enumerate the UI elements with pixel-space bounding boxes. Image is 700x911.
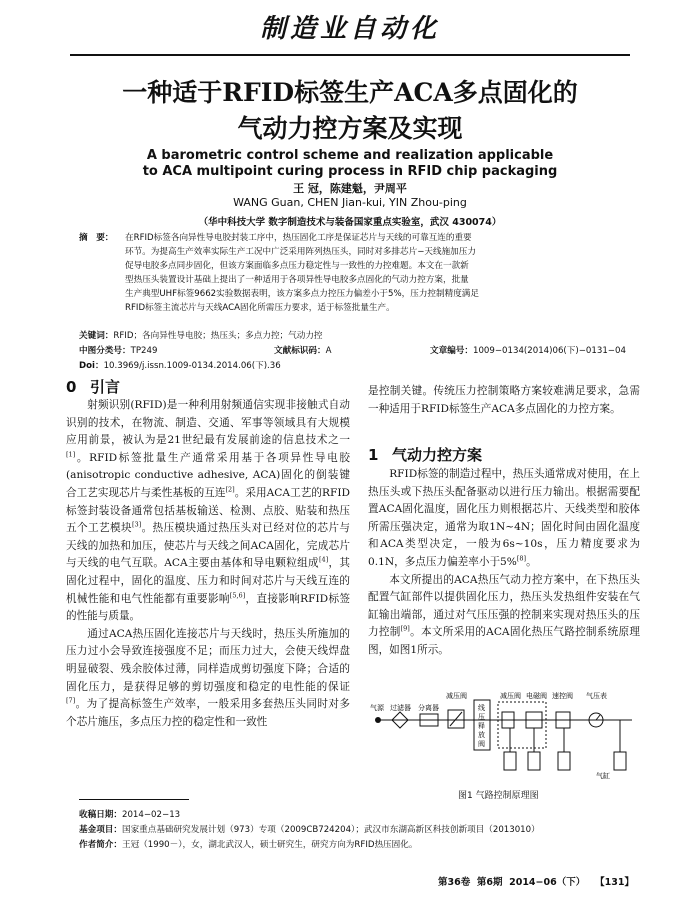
paragraph-text: ，其固化过程中，固化的温度、压力和时间对芯片与天线互连的机械性能和电气性能都有重要影响: [66, 557, 351, 605]
doc-code-label: 文献标识码：: [274, 346, 326, 356]
citation: [2]: [225, 485, 235, 494]
title-cn-line-1: 一种适于RFID标签生产ACA多点固化的: [122, 78, 578, 107]
label-cylinder: 气缸: [596, 772, 610, 780]
title-cn-line-2: 气动力控方案及实现: [237, 114, 463, 143]
keywords: [79, 329, 323, 341]
page-info: [438, 874, 634, 888]
paragraph-text: 。采用ACA工艺的RFID标签封装设备通常包括基板输送、检测、点胶、贴装和热压五个工艺模块: [66, 486, 351, 535]
fund-label: 基金项目：: [79, 825, 122, 835]
abstract-line: 环节。为提高生产效率实际生产工况中广泛采用阵列热压头，同时对多排芯片−天线施加压力: [125, 247, 476, 257]
citation: [9]: [400, 624, 410, 633]
label-relief: 阀: [478, 740, 485, 748]
article-no-label: 文章编号：: [430, 346, 473, 356]
reducer-1-arrow: [450, 712, 462, 726]
authors-en: WANG Guan, CHEN Jian-kui, YIN Zhou-ping: [233, 196, 467, 209]
gauge-needle: [596, 715, 600, 720]
label-reducer-1: 减压阀: [446, 692, 467, 700]
footnote-fund: [79, 823, 639, 838]
label-solenoid: 电磁阀: [526, 692, 547, 700]
doc-code: [274, 344, 331, 356]
section-1-paragraph-2: [368, 572, 640, 660]
paragraph-text: 通过ACA热压固化连接芯片与天线时，热压头所施加的压力过小会导致连接强度不足；而压力过大，会使天线焊盘明显破裂、残余胶体过薄，同样造成剪切强度下降；合适的固化压力，是获得足够的剪切强度和稳定的电性能的保证: [66, 627, 350, 693]
label-source: 气源: [370, 704, 384, 712]
label-gauge: 气压表: [586, 692, 607, 700]
classification-label: 中图分类号：: [79, 346, 131, 356]
citation: [5,6]: [229, 591, 246, 599]
right-intro-text: 是控制关键。传统压力控制策略方案较难满足要求，急需一种适用于RFID标签生产ACA多点固化的力控方案。: [368, 385, 640, 415]
title-en-line-2: to ACA multipoint curing process in RFID chip packaging: [142, 164, 558, 179]
header-rule: [70, 54, 630, 56]
control-box-icon: [498, 702, 546, 748]
left-column: [66, 397, 350, 731]
abstract-line: 在RFID标签各向异性导电胶封装工序中，热压固化工序是保证芯片与天线的可靠互连的重要: [125, 233, 472, 243]
label-relief: 压: [478, 713, 485, 721]
paragraph-text: RFID标签的制造过程中，热压头通常成对使用，在上热压头或下热压头配备驱动以进行压力输出。根据需要配置ACA固化温度，固化压力则根据芯片、天线类型和胶体所需压强决定，通常为取1N~4N；固化时间由固化温度和ACA类型决定，一般为6s~10s，压力精度要求为0.1N，多点压力偏差率小于5%: [368, 468, 640, 568]
paragraph-text: 。本文所采用的ACA固化热压气路控制系统原理图，如图1所示。: [368, 626, 641, 656]
paragraph-text: 本文所提出的ACA热压气动力控方案中，在下热压头配置气缸部件以提供固化压力，热压头发热组件安装在气缸输出端部，通过对气压压强的控制来实现对热压头的压力控制: [368, 573, 640, 639]
footnote-received: [79, 808, 639, 823]
label-reducer-2: 减压阀: [500, 692, 521, 700]
doc-code-value: A: [325, 346, 332, 356]
figure-1-caption: 图1 气路控制原理图: [458, 791, 539, 801]
paragraph-text: 。为了提高标签生产效率，一般采用多套热压头同时对多个芯片施压，多点压力控的稳定性和一致性: [66, 698, 350, 728]
paragraph-text: ，直接影响RFID标签的性能与质量。: [66, 592, 350, 623]
label-relief: 放: [478, 731, 485, 739]
section-0-paragraph-1: [66, 397, 350, 626]
received-text: 2014−02−13: [121, 810, 181, 820]
section-0-number: 0: [66, 378, 77, 396]
cylinder-icon: [528, 752, 540, 770]
label-speed: 速控阀: [552, 692, 573, 700]
section-1-number: 1: [368, 446, 379, 464]
author-label: 作者简介：: [79, 840, 122, 850]
abstract-line: 促导电胶多点同步固化，但该方案面临多点压力稳定性与一致性的力控难题。本文在一款新: [125, 261, 469, 271]
doi-label: Doi：: [79, 361, 104, 371]
paragraph-text: 。RFID标签批量生产通常采用基于各项异性导电胶(anisotropic conductive adhesive, ACA)固化的倒装键合工艺实现芯片与柔性基板的互连: [66, 451, 350, 499]
label-manifold: 分离器: [418, 704, 439, 712]
footnote-rule: [79, 799, 189, 800]
fund-text: 国家重点基础研究发展计划（973）专项（2009CB724204）；武汉市东湖高新区科技创新项目（2013010）: [121, 825, 540, 835]
article-no-value: 1009−0134(2014)06(下)−0131−04: [472, 346, 626, 356]
authors-cn: 王 冠，陈建魁，尹周平: [293, 182, 407, 195]
volume: 第36卷: [437, 877, 471, 888]
citation: [4]: [318, 555, 329, 564]
paragraph-text: 。: [526, 555, 537, 568]
section-1-heading: [368, 444, 482, 465]
classification-value: TP249: [130, 346, 158, 356]
abstract-label: 摘 要：: [79, 233, 114, 243]
journal-name: 制造业自动化: [259, 14, 440, 44]
cylinder-icon: [504, 752, 516, 770]
doi: [79, 359, 281, 371]
article-no: [430, 344, 626, 356]
received-label: 收稿日期：: [79, 810, 122, 820]
section-0-heading: [66, 376, 120, 397]
citation: [1]: [66, 450, 76, 459]
keywords-text: RFID；各向异性导电胶；热压头；多点力控；气动力控: [113, 331, 323, 341]
abstract-line: 生产典型UHF标签9662实验数据表明，该方案多点力控压力偏差小于5%，压力控制精度满足: [125, 289, 479, 299]
section-0-title: 引言: [90, 378, 121, 396]
abstract-line: RFID标签主流芯片与天线ACA固化所需压力要求，适于标签批量生产。: [125, 303, 395, 313]
cylinder-icon: [558, 752, 570, 770]
classification: [79, 344, 157, 356]
figure-1-diagram: [370, 688, 638, 780]
title-en-line-1: A barometric control scheme and realization applicable: [146, 148, 554, 163]
paragraph-text: 射频识别(RFID)是一种利用射频通信实现非接触式自动识别的技术，在物流、制造、交通、军事等领域具有大规模应用前景，被认为是21世纪最有发展前途的信息技术之一: [66, 399, 350, 447]
abstract: [79, 231, 619, 315]
section-1-title: 气动力控方案: [392, 446, 483, 464]
label-relief: 释: [478, 722, 485, 730]
page-number: 【131】: [595, 877, 634, 888]
keywords-label: 关键词：: [79, 331, 114, 341]
section-1-paragraph-1: [368, 466, 640, 572]
label-relief: 线: [478, 704, 485, 712]
right-column-section-1: [368, 466, 640, 660]
label-filter: 过滤器: [390, 704, 411, 712]
abstract-line: 型热压头装置设计基础上提出了一种适用于各项异性导电胶多点固化的气动力控方案，批量: [125, 275, 469, 285]
citation: [7]: [66, 696, 76, 705]
section-0-paragraph-2: [66, 626, 350, 732]
air-source-icon: [375, 717, 381, 723]
cylinder-icon: [614, 752, 626, 770]
issue-date: 2014−06（下）: [509, 877, 586, 888]
issue: 第6期: [476, 877, 503, 888]
doi-value: 10.3969/j.issn.1009-0134.2014.06(下).36: [103, 361, 281, 371]
paragraph-text: 。热压模块通过热压头对已经对位的芯片与天线的加热和加压，使芯片与天线之间ACA固化，完成芯片与天线的电气互联。ACA主要由基体和导电颗粒组成: [66, 522, 351, 570]
author-text: 王冠（1990－），女，湖北武汉人，硕士研究生，研究方向为RFID热压固化。: [121, 840, 418, 850]
citation: [8]: [516, 554, 527, 563]
right-column-intro: [368, 383, 640, 418]
citation: [3]: [131, 520, 142, 529]
footnote-author: [79, 838, 639, 853]
affiliation: （华中科技大学 数字制造技术与装备国家重点实验室，武汉 430074）: [198, 217, 502, 228]
